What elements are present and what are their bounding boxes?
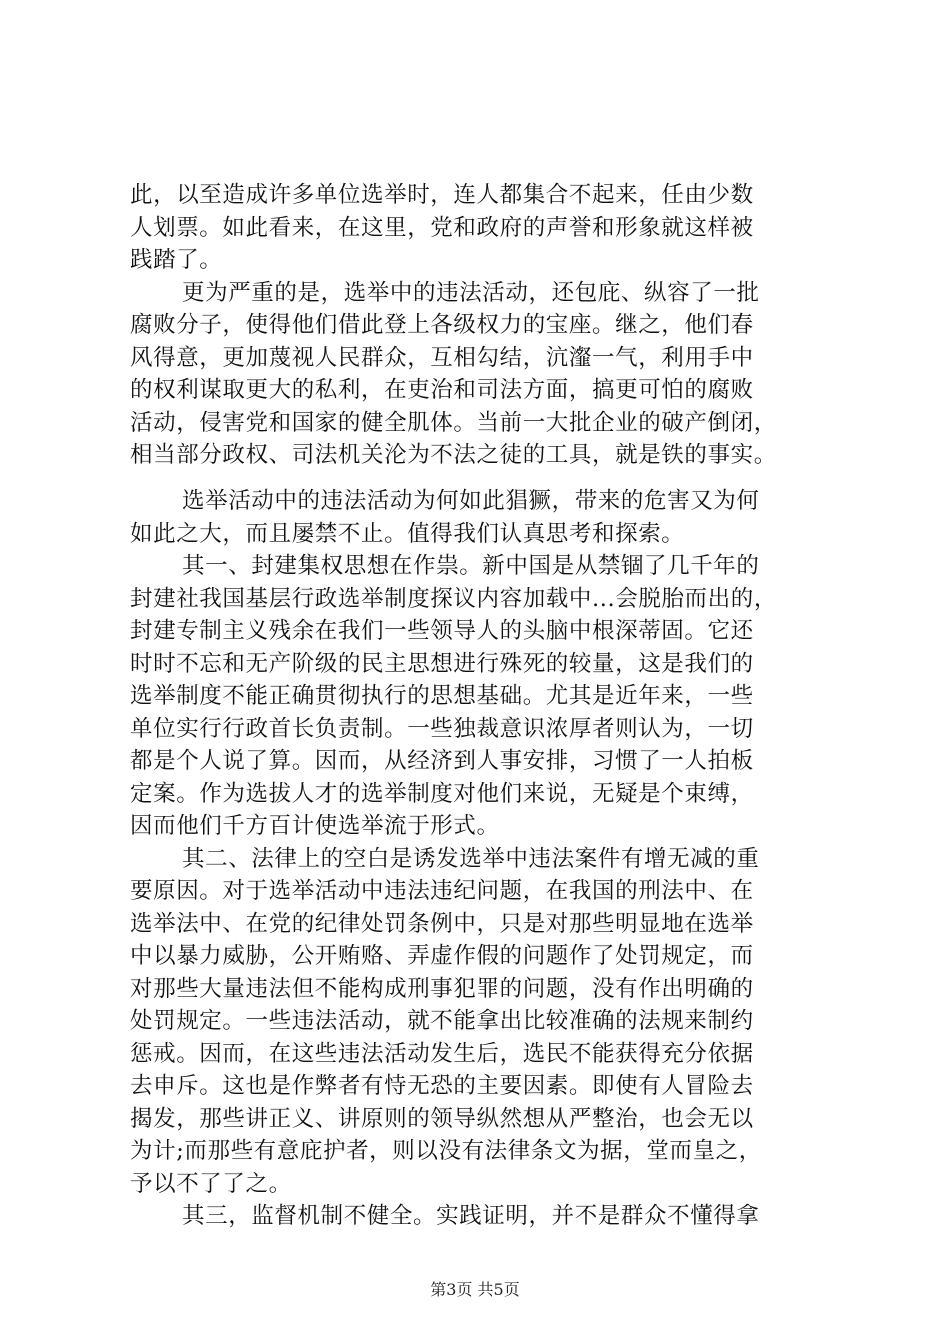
text-line: 相当部分政权、司法机关沦为不法之徒的工具，就是铁的事实。 — [130, 442, 777, 468]
text-line: 定案。作为选拔人才的选举制度对他们来说，无疑是个束缚， — [130, 780, 754, 807]
text-line: 腐败分子，使得他们借此登上各级权力的宝座。继之，他们春 — [130, 312, 754, 338]
paragraph-start-line: 选举活动中的违法活动为何如此猖獗，带来的危害又为何 — [182, 488, 760, 514]
text-line: 揭发，那些讲正义、讲原则的领导纵然想从严整治，也会无以 — [130, 1105, 754, 1132]
text-line: 予以不了了之。 — [130, 1170, 292, 1197]
text-line: 人划票。如此看来，在这里，党和政府的声誉和形象就这样被 — [130, 214, 754, 241]
text-line: 封建社我国基层行政选举制度探议内容加载中...会脱胎而出的， — [130, 585, 777, 612]
text-line: 风得意，更加蔑视人民群众，互相勾结，沆瀣一气，利用手中 — [130, 344, 754, 371]
text-line: 时时不忘和无产阶级的民主思想进行殊死的较量，这是我们的 — [130, 650, 754, 677]
text-line: 践踏了。 — [130, 247, 223, 273]
text-line: 此，以至造成许多单位选举时，连人都集合不起来，任由少数 — [130, 182, 754, 208]
text-line: 都是个人说了算。因而，从经济到人事安排，习惯了一人拍板 — [130, 748, 754, 774]
text-line: 惩戒。因而，在这些违法活动发生后，选民不能获得充分依据 — [130, 1040, 754, 1067]
text-line: 选举制度不能正确贯彻执行的思想基础。尤其是近年来，一些 — [130, 683, 754, 709]
text-line: 选举法中、在党的纪律处罚条例中，只是对那些明显地在选举 — [130, 910, 754, 937]
text-line: 单位实行行政首长负责制。一些独裁意识浓厚者则认为，一切 — [130, 715, 754, 742]
text-line: 处罚规定。一些违法活动，就不能拿出比较准确的法规来制约 — [130, 1008, 754, 1034]
text-line: 对那些大量违法但不能构成刑事犯罪的问题，没有作出明确的 — [130, 975, 754, 1002]
text-line: 为计;而那些有意庇护者，则以没有法律条文为据，堂而皇之， — [130, 1138, 762, 1164]
text-line: 去申斥。这也是作弊者有恃无恐的主要因素。即使有人冒险去 — [130, 1073, 754, 1099]
text-line: 活动，侵害党和国家的健全肌体。当前一大批企业的破产倒闭， — [130, 409, 777, 436]
paragraph-start-line: 其三，监督机制不健全。实践证明，并不是群众不懂得拿 — [182, 1203, 760, 1229]
text-block-2 — [130, 485, 830, 1233]
page-number-footer: 第3页 共5页 — [430, 1280, 520, 1299]
text-line: 要原因。对于选举活动中违法违纪问题，在我国的刑法中、在 — [130, 878, 754, 904]
paragraph-start-line: 其二、法律上的空白是诱发选举中违法案件有增无减的重 — [182, 845, 760, 872]
paragraph-start-line: 更为严重的是，选举中的违法活动，还包庇、纵容了一批 — [182, 279, 760, 306]
text-line: 中以暴力威胁，公开贿赂、弄虚作假的问题作了处罚规定，而 — [130, 943, 754, 969]
text-block-1 — [130, 179, 830, 472]
text-line: 的权利谋取更大的私利，在吏治和司法方面，搞更可怕的腐败 — [130, 377, 754, 403]
text-line: 因而他们千方百计使选举流于形式。 — [130, 813, 500, 839]
text-line: 封建专制主义残余在我们一些领导人的头脑中根深蒂固。它还 — [130, 618, 754, 644]
paragraph-start-line: 其一、封建集权思想在作祟。新中国是从禁锢了几千年的 — [182, 553, 760, 579]
text-line: 如此之大，而且屡禁不止。值得我们认真思考和探索。 — [130, 520, 685, 547]
